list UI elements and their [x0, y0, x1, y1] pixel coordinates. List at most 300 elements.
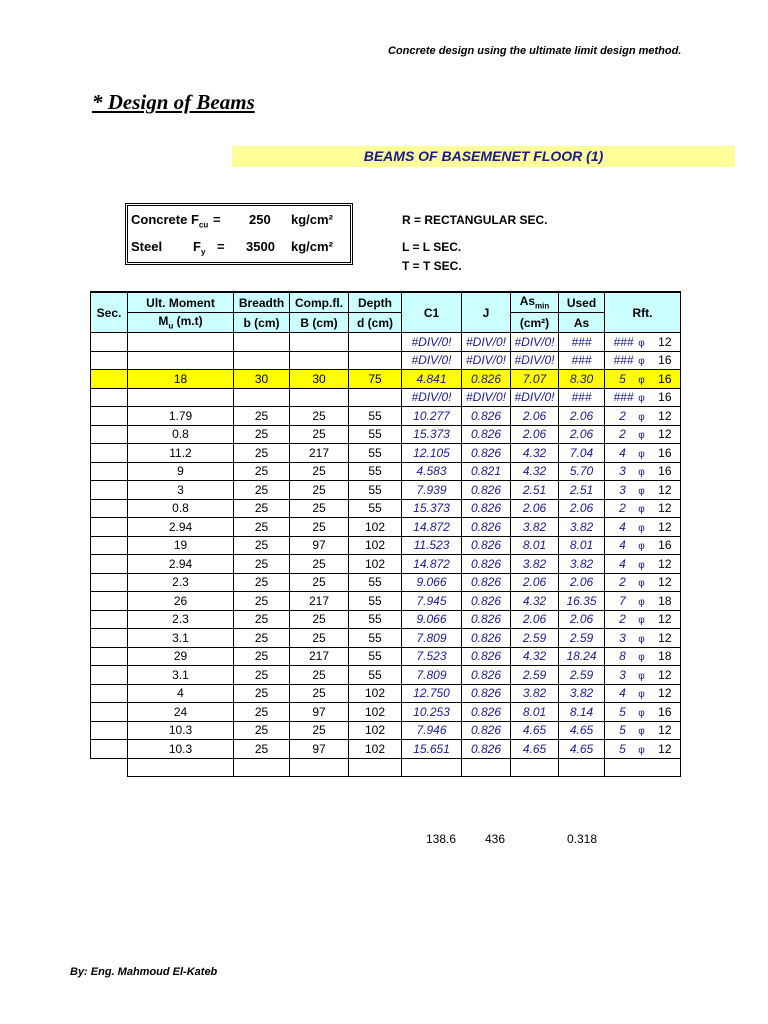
cell-rft[interactable]: [605, 425, 681, 444]
cell-b[interactable]: 25: [234, 481, 290, 500]
table-row: [91, 481, 681, 500]
cell-asmin[interactable]: 2.51: [511, 481, 559, 500]
cell-asmin[interactable]: 4.32: [511, 462, 559, 481]
rft-diameter: 12: [658, 501, 672, 516]
cell-B[interactable]: 97: [290, 740, 349, 759]
cell-used[interactable]: 2.06: [559, 425, 605, 444]
cell-empty[interactable]: [234, 758, 290, 777]
cell-mu[interactable]: 3: [128, 481, 234, 500]
cell-j[interactable]: 0.826: [462, 425, 511, 444]
cell-c1[interactable]: 9.066: [402, 573, 462, 592]
cell-mu[interactable]: 0.8: [128, 499, 234, 518]
cell-sec[interactable]: [91, 610, 128, 629]
cell-d[interactable]: 102: [349, 536, 402, 555]
cell-B[interactable]: [290, 351, 349, 370]
rft-count: 2: [619, 427, 626, 442]
rft-count: 4: [619, 686, 626, 701]
cell-empty[interactable]: [290, 758, 349, 777]
cell-used[interactable]: 2.06: [559, 499, 605, 518]
cell-mu[interactable]: 3.1: [128, 666, 234, 685]
cell-c1[interactable]: 15.373: [402, 499, 462, 518]
cell-c1[interactable]: 4.841: [402, 370, 462, 389]
cell-c1[interactable]: 7.809: [402, 629, 462, 648]
materials-box: [125, 203, 353, 265]
table-row: [91, 666, 681, 685]
cell-b[interactable]: 25: [234, 684, 290, 703]
cell-c1[interactable]: 12.105: [402, 444, 462, 463]
cell-rft[interactable]: [605, 740, 681, 759]
cell-mu[interactable]: 9: [128, 462, 234, 481]
cell-rft[interactable]: [605, 721, 681, 740]
cell-used[interactable]: ###: [559, 333, 605, 352]
cell-B[interactable]: 25: [290, 629, 349, 648]
cell-B[interactable]: 25: [290, 518, 349, 537]
cell-sec[interactable]: [91, 462, 128, 481]
cell-mu[interactable]: 2.3: [128, 610, 234, 629]
total-value-b: 436: [485, 832, 506, 846]
cell-d[interactable]: [349, 388, 402, 407]
cell-empty[interactable]: [402, 758, 462, 777]
cell-asmin[interactable]: #DIV/0!: [511, 351, 559, 370]
cell-b[interactable]: 25: [234, 499, 290, 518]
cell-B[interactable]: 25: [290, 499, 349, 518]
phi-symbol: φ: [638, 337, 645, 349]
cell-rft[interactable]: [605, 462, 681, 481]
rft-count: 5: [619, 741, 626, 756]
total-value-c: 0.318: [567, 832, 598, 846]
table-row: [91, 536, 681, 555]
cell-used[interactable]: 7.04: [559, 444, 605, 463]
cell-c1[interactable]: 9.066: [402, 610, 462, 629]
cell-b[interactable]: 25: [234, 666, 290, 685]
cell-asmin[interactable]: 8.01: [511, 536, 559, 555]
cell-asmin[interactable]: 8.01: [511, 703, 559, 722]
cell-B[interactable]: 217: [290, 444, 349, 463]
cell-sec[interactable]: [91, 740, 128, 759]
cell-rft[interactable]: [605, 333, 681, 352]
table-row: [91, 444, 681, 463]
col-header-compfl-unit: B (cm): [290, 313, 349, 333]
cell-B[interactable]: 25: [290, 555, 349, 574]
rft-diameter: 16: [658, 353, 672, 368]
cell-c1[interactable]: 15.651: [402, 740, 462, 759]
cell-used[interactable]: 4.65: [559, 740, 605, 759]
cell-mu[interactable]: 29: [128, 647, 234, 666]
cell-c1[interactable]: 7.809: [402, 666, 462, 685]
rft-diameter: 16: [658, 445, 672, 460]
cell-b[interactable]: [234, 351, 290, 370]
cell-b[interactable]: 25: [234, 555, 290, 574]
cell-used[interactable]: 3.82: [559, 684, 605, 703]
cell-mu[interactable]: 18: [128, 370, 234, 389]
cell-c1[interactable]: 10.277: [402, 407, 462, 426]
cell-j[interactable]: 0.826: [462, 518, 511, 537]
cell-rft[interactable]: [605, 573, 681, 592]
cell-d[interactable]: 55: [349, 647, 402, 666]
rft-diameter: 12: [658, 667, 672, 682]
cell-j[interactable]: 0.826: [462, 499, 511, 518]
cell-B[interactable]: 25: [290, 481, 349, 500]
cell-sec[interactable]: [91, 721, 128, 740]
cell-rft[interactable]: [605, 518, 681, 537]
cell-b[interactable]: 25: [234, 610, 290, 629]
cell-sec[interactable]: [91, 573, 128, 592]
cell-d[interactable]: 102: [349, 518, 402, 537]
cell-mu[interactable]: 26: [128, 592, 234, 611]
cell-asmin[interactable]: 2.06: [511, 407, 559, 426]
cell-mu[interactable]: 10.3: [128, 740, 234, 759]
cell-B[interactable]: 25: [290, 573, 349, 592]
cell-b[interactable]: 25: [234, 425, 290, 444]
cell-b[interactable]: 25: [234, 629, 290, 648]
cell-asmin[interactable]: 3.82: [511, 555, 559, 574]
table-body: [91, 333, 681, 777]
cell-rft[interactable]: [605, 481, 681, 500]
cell-used[interactable]: 8.01: [559, 536, 605, 555]
cell-rft[interactable]: [605, 388, 681, 407]
rft-count: 4: [619, 556, 626, 571]
cell-empty[interactable]: [91, 758, 128, 777]
cell-used[interactable]: 18.24: [559, 647, 605, 666]
cell-mu[interactable]: [128, 333, 234, 352]
cell-c1[interactable]: 12.750: [402, 684, 462, 703]
cell-c1[interactable]: 4.583: [402, 462, 462, 481]
cell-B[interactable]: [290, 388, 349, 407]
cell-rft[interactable]: [605, 407, 681, 426]
cell-j[interactable]: #DIV/0!: [462, 351, 511, 370]
cell-sec[interactable]: [91, 481, 128, 500]
cell-b[interactable]: [234, 333, 290, 352]
cell-sec[interactable]: [91, 592, 128, 611]
table-row: [91, 721, 681, 740]
cell-mu[interactable]: [128, 388, 234, 407]
cell-asmin[interactable]: 4.32: [511, 647, 559, 666]
rft-diameter: 12: [658, 723, 672, 738]
cell-b[interactable]: [234, 388, 290, 407]
cell-asmin[interactable]: 2.06: [511, 610, 559, 629]
cell-used[interactable]: 4.65: [559, 721, 605, 740]
cell-rft[interactable]: [605, 684, 681, 703]
rft-count: ###: [613, 353, 634, 368]
cell-used[interactable]: 3.82: [559, 518, 605, 537]
cell-used[interactable]: 2.59: [559, 629, 605, 648]
cell-rft[interactable]: [605, 351, 681, 370]
col-header-c1: C1: [402, 292, 462, 333]
cell-b[interactable]: 25: [234, 518, 290, 537]
cell-used[interactable]: 2.06: [559, 610, 605, 629]
cell-d[interactable]: 55: [349, 610, 402, 629]
cell-mu[interactable]: 2.94: [128, 518, 234, 537]
cell-d[interactable]: 55: [349, 629, 402, 648]
cell-b[interactable]: 25: [234, 703, 290, 722]
rft-diameter: 12: [658, 519, 672, 534]
cell-sec[interactable]: [91, 351, 128, 370]
cell-B[interactable]: 217: [290, 592, 349, 611]
rft-diameter: 18: [658, 593, 672, 608]
cell-used[interactable]: 2.59: [559, 666, 605, 685]
cell-used[interactable]: 5.70: [559, 462, 605, 481]
cell-j[interactable]: 0.826: [462, 610, 511, 629]
cell-sec[interactable]: [91, 684, 128, 703]
cell-empty[interactable]: [559, 758, 605, 777]
cell-sec[interactable]: [91, 388, 128, 407]
rft-diameter: 12: [658, 741, 672, 756]
cell-sec[interactable]: [91, 536, 128, 555]
cell-asmin[interactable]: #DIV/0!: [511, 333, 559, 352]
cell-B[interactable]: 97: [290, 536, 349, 555]
cell-B[interactable]: 25: [290, 462, 349, 481]
cell-d[interactable]: 102: [349, 740, 402, 759]
cell-mu[interactable]: [128, 351, 234, 370]
cell-rft[interactable]: [605, 629, 681, 648]
cell-asmin[interactable]: 4.32: [511, 444, 559, 463]
cell-b[interactable]: 25: [234, 721, 290, 740]
cell-b[interactable]: 25: [234, 462, 290, 481]
rft-diameter: 16: [658, 538, 672, 553]
phi-symbol: φ: [638, 596, 645, 608]
cell-asmin[interactable]: 2.59: [511, 666, 559, 685]
cell-sec[interactable]: [91, 407, 128, 426]
cell-empty[interactable]: [128, 758, 234, 777]
cell-asmin[interactable]: 3.82: [511, 684, 559, 703]
cell-mu[interactable]: 2.3: [128, 573, 234, 592]
cell-d[interactable]: 55: [349, 407, 402, 426]
phi-symbol: φ: [638, 467, 645, 479]
steel-unit: kg/cm²: [291, 239, 333, 254]
cell-sec[interactable]: [91, 647, 128, 666]
cell-sec[interactable]: [91, 425, 128, 444]
cell-B[interactable]: 25: [290, 407, 349, 426]
phi-symbol: φ: [638, 578, 645, 590]
cell-used[interactable]: 16.35: [559, 592, 605, 611]
cell-c1[interactable]: 11.523: [402, 536, 462, 555]
cell-B[interactable]: 217: [290, 647, 349, 666]
table-row: [91, 647, 681, 666]
cell-used[interactable]: ###: [559, 388, 605, 407]
cell-rft[interactable]: [605, 666, 681, 685]
cell-mu[interactable]: 3.1: [128, 629, 234, 648]
cell-d[interactable]: 55: [349, 462, 402, 481]
cell-used[interactable]: 2.51: [559, 481, 605, 500]
cell-c1[interactable]: 7.939: [402, 481, 462, 500]
cell-j[interactable]: 0.826: [462, 370, 511, 389]
cell-asmin[interactable]: 7.07: [511, 370, 559, 389]
col-header-j: J: [462, 292, 511, 333]
cell-d[interactable]: [349, 333, 402, 352]
phi-symbol: φ: [638, 430, 645, 442]
cell-b[interactable]: 25: [234, 444, 290, 463]
cell-sec[interactable]: [91, 333, 128, 352]
cell-j[interactable]: 0.826: [462, 555, 511, 574]
cell-rft[interactable]: [605, 610, 681, 629]
cell-rft[interactable]: [605, 536, 681, 555]
concrete-unit: kg/cm²: [291, 212, 333, 227]
cell-sec[interactable]: [91, 444, 128, 463]
phi-symbol: φ: [638, 707, 645, 719]
cell-sec[interactable]: [91, 629, 128, 648]
cell-c1[interactable]: 15.373: [402, 425, 462, 444]
cell-d[interactable]: 102: [349, 555, 402, 574]
cell-used[interactable]: 2.06: [559, 407, 605, 426]
cell-B[interactable]: 25: [290, 610, 349, 629]
cell-c1[interactable]: 10.253: [402, 703, 462, 722]
cell-j[interactable]: #DIV/0!: [462, 388, 511, 407]
cell-j[interactable]: 0.826: [462, 684, 511, 703]
cell-c1[interactable]: 7.946: [402, 721, 462, 740]
cell-b[interactable]: 30: [234, 370, 290, 389]
cell-mu[interactable]: 0.8: [128, 425, 234, 444]
table-row: [91, 684, 681, 703]
cell-c1[interactable]: #DIV/0!: [402, 351, 462, 370]
rft-diameter: 18: [658, 649, 672, 664]
cell-B[interactable]: 25: [290, 425, 349, 444]
cell-j[interactable]: 0.826: [462, 721, 511, 740]
cell-d[interactable]: 55: [349, 481, 402, 500]
cell-asmin[interactable]: 2.59: [511, 629, 559, 648]
cell-used[interactable]: 3.82: [559, 555, 605, 574]
cell-rft[interactable]: [605, 592, 681, 611]
cell-sec[interactable]: [91, 666, 128, 685]
table-row: [91, 499, 681, 518]
col-header-sec: Sec.: [91, 292, 128, 333]
cell-mu[interactable]: 19: [128, 536, 234, 555]
cell-j[interactable]: 0.826: [462, 573, 511, 592]
cell-d[interactable]: 102: [349, 703, 402, 722]
cell-asmin[interactable]: 2.06: [511, 425, 559, 444]
rft-count: 3: [619, 464, 626, 479]
header-note: Concrete design using the ultimate limit design method.: [388, 45, 682, 57]
cell-c1[interactable]: 7.945: [402, 592, 462, 611]
col-header-moment-unit: $M_u$ (m.t): [128, 313, 234, 333]
cell-d[interactable]: 55: [349, 573, 402, 592]
cell-mu[interactable]: 11.2: [128, 444, 234, 463]
cell-mu[interactable]: 10.3: [128, 721, 234, 740]
cell-c1[interactable]: 14.872: [402, 555, 462, 574]
cell-asmin[interactable]: 4.65: [511, 740, 559, 759]
rft-count: 7: [619, 593, 626, 608]
cell-rft[interactable]: [605, 703, 681, 722]
cell-sec[interactable]: [91, 703, 128, 722]
rft-diameter: 16: [658, 464, 672, 479]
cell-c1[interactable]: 14.872: [402, 518, 462, 537]
cell-sec[interactable]: [91, 370, 128, 389]
cell-b[interactable]: 25: [234, 592, 290, 611]
concrete-label: Concrete $F_{cu}$: [131, 212, 209, 230]
cell-mu[interactable]: 24: [128, 703, 234, 722]
cell-used[interactable]: ###: [559, 351, 605, 370]
concrete-eq: =: [213, 212, 221, 227]
cell-used[interactable]: 8.14: [559, 703, 605, 722]
cell-B[interactable]: 25: [290, 666, 349, 685]
cell-j[interactable]: 0.826: [462, 629, 511, 648]
cell-sec[interactable]: [91, 499, 128, 518]
cell-B[interactable]: 97: [290, 703, 349, 722]
rft-count: 3: [619, 482, 626, 497]
cell-mu[interactable]: 2.94: [128, 555, 234, 574]
cell-d[interactable]: [349, 351, 402, 370]
cell-empty[interactable]: [605, 758, 681, 777]
col-header-breadth: Breadth: [234, 292, 290, 313]
cell-b[interactable]: 25: [234, 407, 290, 426]
cell-asmin[interactable]: 2.06: [511, 499, 559, 518]
cell-b[interactable]: 25: [234, 536, 290, 555]
cell-sec[interactable]: [91, 555, 128, 574]
cell-j[interactable]: 0.826: [462, 536, 511, 555]
header-row-2: [91, 313, 681, 333]
cell-c1[interactable]: 7.523: [402, 647, 462, 666]
cell-d[interactable]: 55: [349, 666, 402, 685]
cell-mu[interactable]: 4: [128, 684, 234, 703]
steel-value: 3500: [246, 239, 275, 254]
cell-d[interactable]: 55: [349, 444, 402, 463]
rft-diameter: 16: [658, 704, 672, 719]
cell-rft[interactable]: [605, 647, 681, 666]
cell-asmin[interactable]: 2.06: [511, 573, 559, 592]
col-header-used-unit: As: [559, 313, 605, 333]
cell-c1[interactable]: #DIV/0!: [402, 388, 462, 407]
cell-empty[interactable]: [511, 758, 559, 777]
cell-j[interactable]: 0.821: [462, 462, 511, 481]
steel-symbol: $F_y$: [193, 239, 206, 257]
cell-j[interactable]: 0.826: [462, 703, 511, 722]
cell-B[interactable]: [290, 333, 349, 352]
cell-asmin[interactable]: 4.32: [511, 592, 559, 611]
col-header-rft: Rft.: [605, 292, 681, 333]
phi-symbol: φ: [638, 541, 645, 553]
cell-c1[interactable]: #DIV/0!: [402, 333, 462, 352]
table-row: [91, 555, 681, 574]
table-row: [91, 370, 681, 389]
cell-asmin[interactable]: #DIV/0!: [511, 388, 559, 407]
col-header-asmin-unit: (cm²): [511, 313, 559, 333]
cell-B[interactable]: 25: [290, 721, 349, 740]
cell-rft[interactable]: [605, 555, 681, 574]
cell-j[interactable]: #DIV/0!: [462, 333, 511, 352]
cell-b[interactable]: 25: [234, 573, 290, 592]
cell-used[interactable]: 2.06: [559, 573, 605, 592]
cell-d[interactable]: 75: [349, 370, 402, 389]
rft-diameter: 12: [658, 427, 672, 442]
cell-B[interactable]: 25: [290, 684, 349, 703]
cell-b[interactable]: 25: [234, 740, 290, 759]
cell-d[interactable]: 55: [349, 592, 402, 611]
cell-d[interactable]: 55: [349, 425, 402, 444]
cell-used[interactable]: 8.30: [559, 370, 605, 389]
cell-j[interactable]: 0.826: [462, 481, 511, 500]
cell-empty[interactable]: [462, 758, 511, 777]
cell-d[interactable]: 102: [349, 721, 402, 740]
cell-d[interactable]: 55: [349, 499, 402, 518]
col-header-depth-unit: d (cm): [349, 313, 402, 333]
cell-mu[interactable]: 1.79: [128, 407, 234, 426]
cell-j[interactable]: 0.826: [462, 666, 511, 685]
cell-b[interactable]: 25: [234, 647, 290, 666]
cell-j[interactable]: 0.826: [462, 592, 511, 611]
cell-sec[interactable]: [91, 518, 128, 537]
cell-j[interactable]: 0.826: [462, 740, 511, 759]
cell-asmin[interactable]: 4.65: [511, 721, 559, 740]
cell-d[interactable]: 102: [349, 684, 402, 703]
cell-rft[interactable]: [605, 370, 681, 389]
cell-j[interactable]: 0.826: [462, 407, 511, 426]
cell-B[interactable]: 30: [290, 370, 349, 389]
cell-asmin[interactable]: 3.82: [511, 518, 559, 537]
cell-rft[interactable]: [605, 444, 681, 463]
cell-j[interactable]: 0.826: [462, 444, 511, 463]
cell-j[interactable]: 0.826: [462, 647, 511, 666]
cell-empty[interactable]: [349, 758, 402, 777]
cell-rft[interactable]: [605, 499, 681, 518]
